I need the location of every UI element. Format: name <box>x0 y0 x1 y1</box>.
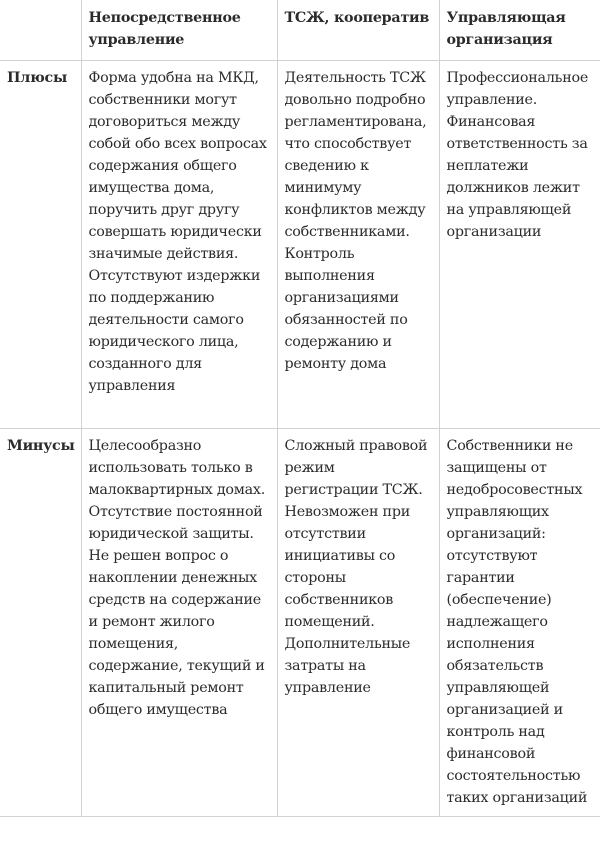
pros-direct-management-cell: Форма удобна на МКД, собственники могут договориться между собой обо всех вопросах содержания общего имущества дома, поручить друг другу совершать юридически значимые действия. Отсутствуют издержки по поддержанию деятельности самого юридического лица, созданного для управления <box>81 61 277 429</box>
cons-hoa-cooperative-cell: Сложный правовой режим регистрации ТСЖ. Невозможен при отсутствии инициативы со стороны собственников помещений. Дополнительные затраты на управление <box>277 429 439 817</box>
cons-direct-management-cell: Целесообразно использовать только в малоквартирных домах. Отсутствие постоянной юридической защиты. Не решен вопрос о накоплении денежных средств на содержание и ремонт жилого помещения, содержание, текущий и капитальный ремонт общего имущества <box>81 429 277 817</box>
pros-hoa-cooperative-cell: Деятельность ТСЖ довольно подробно регламентирована, что способствует сведению к минимуму конфликтов между собственниками. Контроль выполнения организациями обязанностей по содержанию и ремонту дома <box>277 61 439 429</box>
header-hoa-cooperative: ТСЖ, кооператив <box>277 0 439 61</box>
header-row <box>0 0 600 61</box>
header-corner-cell <box>0 0 81 61</box>
pros-management-company-cell: Профессиональное управление. Финансовая ответственность за неплатежи должников лежит на управляющей организации <box>439 61 600 429</box>
header-management-company: Управляющая организация <box>439 0 600 61</box>
table-row-cons <box>0 429 600 817</box>
cons-management-company-cell: Собственники не защищены от недобросовестных управляющих организаций: отсутствуют гарантии (обеспечение) надлежащего исполнения обязательств управляющей организацией и контроль над финансовой состоятельностью таких организаций <box>439 429 600 817</box>
row-label-cons: Минусы <box>0 429 81 817</box>
table-row-pros <box>0 61 600 429</box>
row-label-pros: Плюсы <box>0 61 81 429</box>
header-direct-management: Непосредственное управление <box>81 0 277 61</box>
